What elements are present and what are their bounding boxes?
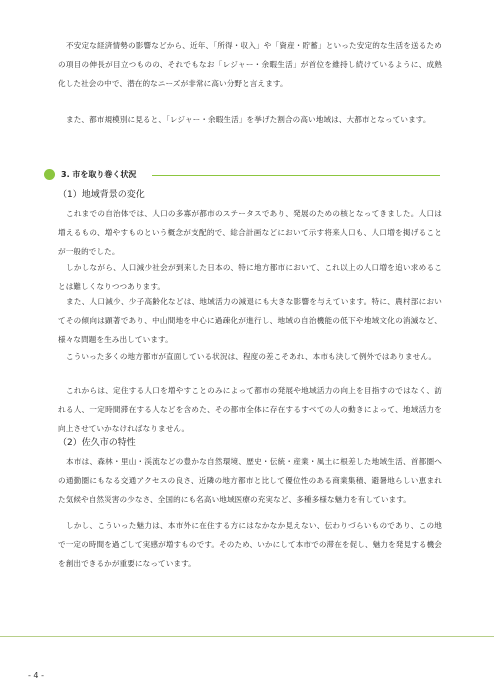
sub1-paragraph-4: こういった多くの地方都市が直面している状況は、程度の差こそあれ、本市も決して例外ではありません。 — [66, 352, 437, 361]
subsection-2-heading: （2）佐久市の特性 — [58, 438, 136, 448]
sub2-paragraph-2: しかし、こういった魅力は、本市外に在住する方にはなかなか見えない、伝わりづらいものであり、この地で一定の時間を過ごして実感が増すものです。そのため、いかにして本市での滞在を促し、魅力を発見する機会を創出できるかが重要になっています。 — [58, 521, 442, 568]
sub2-paragraph-1: 本市は、森林・里山・渓流などの豊かな自然環境、歴史・伝統・産業・風土に根差した地域生活、首都圏への通勤圏にもなる交通アクセスの良さ、近隣の地方都市と比して優位性のある商業集積、避暑地らしい恵まれた気候や自然災害の少なさ、全国的にも名高い地域医療の充実など、多種多様な魅力を有しています。 — [58, 457, 442, 504]
sub1-paragraph-1: これまでの自治体では、人口の多寡が都市のステータスであり、発展のための核となってきました。人口は増えるもの、増やすものという概念が支配的で、総合計画などにおいて示す将来人口も、人口増を掲げることが一般的でした。 — [58, 209, 442, 256]
sub1-paragraph-3: また、人口減少、少子高齢化などは、地域活力の減退にも大きな影響を与えています。特に、農村部においてその傾向は顕著であり、中山間地を中心に過疎化が進行し、地域の自治機能の低下や地域文化の消滅など、様々な問題を生み出しています。 — [58, 297, 442, 344]
intro-paragraph-2: また、都市規模別に見ると、「レジャー・余暇生活」を挙げた割合の高い地域は、大都市となっています。 — [66, 115, 431, 124]
sub1-paragraph-2: しかしながら、人口減少社会が到来した日本の、特に地方都市において、これ以上の人口増を追い求めることは難しくなりつつあります。 — [58, 263, 442, 291]
section-heading — [44, 168, 440, 182]
section-bullet-icon — [44, 169, 55, 180]
section-title: 3. 市を取り巻く状況 — [61, 170, 137, 179]
section-divider — [152, 175, 440, 176]
footer-divider — [0, 636, 494, 637]
subsection-1-heading: （1）地域背景の変化 — [58, 190, 145, 200]
intro-paragraph-1: 不安定な経済情勢の影響などから、近年、「所得・収入」や「資産・貯蓄」といった安定的な生活を送るための項目の伸長が目立つものの、それでもなお「レジャー・余暇生活」が首位を維持し続けているように、成熟化した社会の中で、潜在的なニーズが非常に高い分野と言えます。 — [58, 41, 442, 88]
sub1-paragraph-5: これからは、定住する人口を増やすことのみによって都市の発展や地域活力の向上を目指すのではなく、訪れる人、一定時間滞在する人などを含めた、その都市全体に存在するすべての人の動きによって、地域活力を向上させていかなければなりません。 — [58, 386, 442, 433]
page-number: - 4 - — [28, 671, 44, 680]
